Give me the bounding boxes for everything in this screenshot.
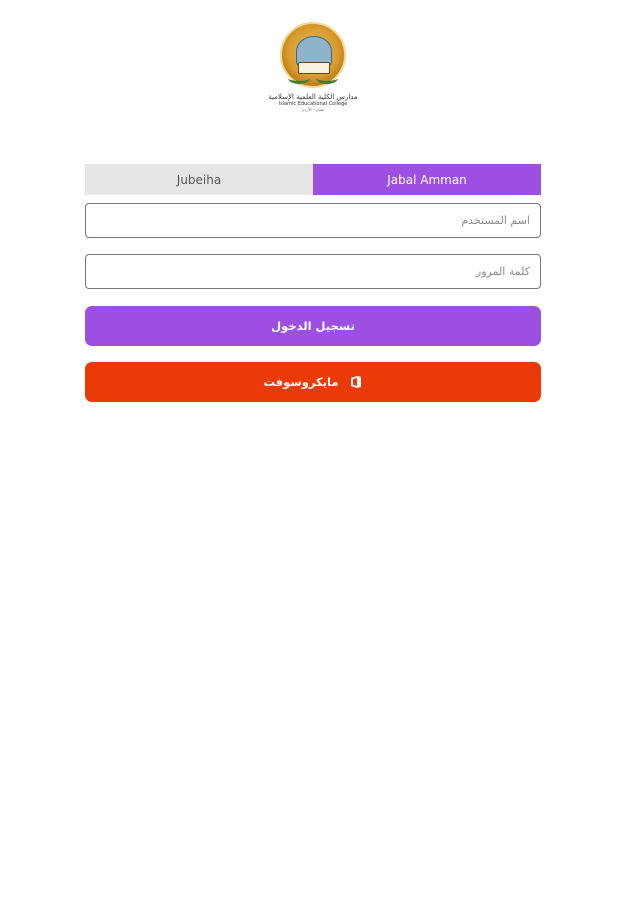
microsoft-login-button[interactable] <box>85 362 541 402</box>
tab-jubeiha[interactable]: Jubeiha <box>85 164 313 195</box>
logo-english-text: Islamic Educational College <box>278 101 348 107</box>
college-logo <box>263 22 363 132</box>
microsoft-button-label: مايكروسوفت <box>263 375 339 389</box>
logo-arabic-text: مدارس الكلية العلمية الإسلامية <box>268 93 358 101</box>
office-icon <box>350 375 362 389</box>
tab-jabal-amman[interactable]: Jabal Amman <box>313 164 541 195</box>
password-input[interactable] <box>85 254 541 289</box>
login-button[interactable] <box>85 306 541 346</box>
college-seal-icon <box>280 22 346 88</box>
campus-tabs <box>85 164 541 195</box>
logo-small-text: عمان - الأردن <box>301 106 325 112</box>
login-button-label: تسجيل الدخول <box>271 319 355 333</box>
username-input[interactable] <box>85 203 541 238</box>
